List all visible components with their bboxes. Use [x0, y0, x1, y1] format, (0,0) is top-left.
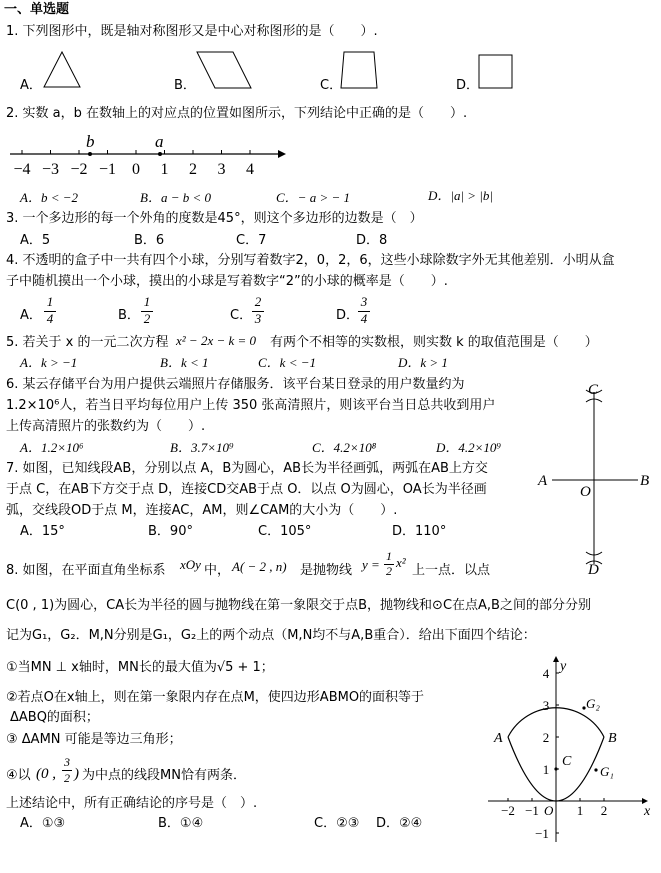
- q8-x-tick-label: −1: [525, 803, 539, 818]
- q8-conclusion-3: ③ ΔAMN 可能是等边三角形；: [6, 732, 182, 747]
- q8-stem-1d: 上一点．以点: [412, 563, 491, 578]
- q8-option-c: C．②③: [314, 816, 360, 831]
- q4-option-c-letter: C．: [230, 308, 253, 323]
- q1-option-a: A．: [20, 78, 42, 93]
- q8-fig-label-a: A: [494, 731, 503, 746]
- q8-conclusion-4-point-a: (0 ,: [36, 766, 56, 782]
- q8-parabola-lhs: y =: [362, 557, 380, 572]
- q1-parallelogram-shape: [195, 50, 253, 92]
- q8-y-tick-label: 3: [542, 698, 550, 713]
- q8-fig-label-g2: G₂: [586, 696, 600, 711]
- q7-option-b: B．90°: [148, 524, 193, 539]
- q7-label-o: O: [580, 484, 591, 500]
- q8-conclusion-1: ①当MN ⊥ x轴时，MN长的最大值为√5 + 1；: [6, 660, 274, 675]
- q8-stem-line3: 记为G₁，G₂．M,N分别是G₁，G₂上的两个动点（M,N均不与A,B重合）．给出下面四个结论：: [6, 628, 536, 643]
- q6-option-b: B．3.7×10⁹: [170, 440, 234, 455]
- q1-stem: 1. 下列图形中，既是轴对称图形又是中心对称图形的是（ ）.: [6, 24, 378, 39]
- q8-y-tick-label: 4: [542, 666, 550, 681]
- q8-parabola-den: 2: [386, 564, 392, 578]
- q4-option-a-num: 1: [46, 294, 54, 309]
- q5-stem-a: 5. 若关于 x 的一元二次方程: [6, 335, 169, 350]
- q4-option-b-num: 1: [143, 294, 151, 309]
- q2-number-line: [0, 128, 290, 180]
- q8-y-tick-label: 1: [542, 762, 550, 777]
- q2-tick-label: 3: [217, 161, 226, 178]
- q8-parabola-num: 1: [386, 549, 392, 563]
- q2-tick-label: −2: [70, 161, 88, 178]
- q8-stem-1b: 中，: [204, 563, 231, 578]
- q8-stem-1a: 8. 如图，在平面直角坐标系: [6, 563, 166, 578]
- q8-conclusion-4-point-b: ): [74, 766, 79, 782]
- q8-conclusion-4-den: 2: [64, 771, 70, 785]
- q4-option-d-den: 4: [360, 311, 368, 326]
- q7-label-c: C: [588, 382, 599, 398]
- q4-option-d-num: 3: [360, 294, 368, 309]
- q4-option-a-den: 4: [46, 311, 54, 326]
- q7-stem-line1: 7. 如图，已知线段AB，分别以点 A，B为圆心，AB长为半径画弧，两弧在AB上方交: [6, 461, 488, 476]
- q8-fig-label-g1: G₁: [600, 764, 614, 779]
- q6-stem-line1: 6. 某云存储平台为用户提供云端照片存储服务．该平台某日登录的用户数量约为: [6, 377, 465, 392]
- q5-option-c: C．k < −1: [258, 355, 316, 370]
- q8-xoy: xOy: [180, 557, 201, 572]
- q7-label-b: B: [640, 473, 650, 489]
- q8-fig-origin: O: [544, 803, 554, 818]
- q8-conclusion-2-line1: ②若点O在x轴上，则在第一象限内存在点M，使四边形ABMO的面积等于: [6, 690, 425, 705]
- q8-option-b: B．①④: [158, 816, 204, 831]
- q7-figure: [534, 384, 659, 576]
- q8-option-a: A．①③: [20, 816, 66, 831]
- q2-tick-label: −1: [98, 161, 117, 178]
- q8-conclusion-4-a: ④以: [6, 768, 31, 783]
- q3-option-c: C．7: [236, 233, 267, 248]
- q8-y-tick-label: 2: [542, 730, 550, 745]
- q8-option-d: D．②④: [376, 816, 423, 831]
- q8-ask: 上述结论中，所有正确结论的序号是（ ）.: [6, 796, 258, 811]
- q2-label-a: a: [155, 132, 164, 151]
- q1-option-c: C．: [320, 78, 343, 93]
- q1-option-d: D．: [456, 78, 480, 93]
- q7-option-d: D．110°: [392, 524, 447, 539]
- q7-option-c: C．105°: [258, 524, 312, 539]
- q6-option-c: C．4.2×10⁸: [312, 440, 377, 455]
- q5-stem-b: 有两个不相等的实数根，则实数 k 的取值范围是（ ）: [270, 335, 598, 350]
- q1-trapezoid-shape: [340, 50, 380, 92]
- q3-option-b: B．6: [134, 233, 165, 248]
- q5-equation: x² − 2x − k = 0: [176, 333, 257, 348]
- q4-option-d-letter: D．: [336, 308, 360, 323]
- q7-stem-line3: 弧，交线段OD于点 M，连接AC，AM，则∠CAM的大小为（ ）.: [6, 503, 398, 518]
- q8-fig-label-b: B: [608, 731, 617, 746]
- q8-stem-1c: 是抛物线: [300, 563, 353, 578]
- q2-tick-label: −3: [41, 161, 60, 178]
- q1-triangle-shape: [42, 50, 82, 90]
- q1-square-shape: [478, 54, 514, 90]
- q2-tick-label: 4: [246, 161, 254, 178]
- q8-y-tick-label: −1: [535, 826, 549, 841]
- q2-option-b: B．a − b < 0: [140, 190, 211, 205]
- q4-option-c-num: 2: [254, 294, 262, 309]
- q8-conclusion-2-line2: ΔABQ的面积；: [10, 710, 99, 725]
- q8-stem-line2: C(0 , 1)为圆心，CA长为半径的圆与抛物线在第一象限交于点B，抛物线和⊙C在点A,B之间的部分分别: [6, 598, 591, 613]
- q3-stem: 3. 一个多边形的每一个外角的度数是45°，则这个多边形的边数是（ ）: [6, 211, 423, 226]
- q7-option-a: A．15°: [20, 524, 65, 539]
- q6-stem-line3: 上传高清照片的张数约为（ ）.: [6, 419, 206, 434]
- q8-point-a: A( − 2 , n): [232, 559, 287, 574]
- q8-fig-label-c: C: [562, 754, 572, 769]
- q2-option-c: C．− a > − 1: [276, 190, 350, 205]
- q8-coordinate-figure: [484, 650, 658, 850]
- q5-option-b: B．k < 1: [160, 355, 209, 370]
- q2-tick-label: 0: [132, 161, 140, 178]
- q8-fig-y-label: y: [560, 659, 567, 674]
- q8-conclusion-4-num: 3: [64, 755, 70, 769]
- q8-x-tick-label: −2: [501, 803, 515, 818]
- q6-option-a: A．1.2×10⁶: [20, 440, 84, 455]
- q2-label-b: b: [86, 132, 95, 151]
- q6-option-d: D．4.2×10⁹: [436, 440, 501, 455]
- q3-option-d: D．8: [356, 233, 388, 248]
- q7-label-d: D: [588, 562, 599, 578]
- q2-tick-label: −4: [13, 161, 31, 178]
- q4-option-b-den: 2: [143, 311, 151, 326]
- q6-stem-line2: 1.2×10⁶人，若当日平均每位用户上传 350 张高清照片，则该平台当日总共收到用户: [6, 398, 496, 413]
- q8-fig-x-label: x: [644, 804, 651, 819]
- q2-tick-label: 1: [160, 161, 169, 178]
- q4-option-a-letter: A．: [20, 308, 42, 323]
- q7-stem-line2: 于点 C，在AB下方交于点 D，连接CD交AB于点 O．以点 O为圆心，OA长为半径画: [6, 482, 487, 497]
- q2-option-a: A．b < −2: [20, 190, 78, 205]
- q2-option-d: D．|a| > |b|: [428, 188, 493, 203]
- q4-option-c-den: 3: [254, 311, 262, 326]
- q8-x-tick-label: 2: [600, 803, 608, 818]
- q4-stem-line2: 子中随机摸出一个小球，摸出的小球是写着数字“2”的小球的概率是（ ）.: [6, 274, 448, 289]
- q3-option-a: A．5: [20, 233, 51, 248]
- q2-stem: 2. 实数 a，b 在数轴上的对应点的位置如图所示，下列结论中正确的是（ ）.: [6, 106, 468, 121]
- q1-option-b: B．: [174, 78, 196, 93]
- q5-option-a: A．k > −1: [20, 355, 78, 370]
- q5-option-d: D．k > 1: [398, 355, 448, 370]
- q4-option-b-letter: B．: [118, 308, 140, 323]
- section-title: 一、单选题: [4, 2, 70, 17]
- q8-parabola-x: x²: [396, 555, 406, 570]
- q8-x-tick-label: 1: [576, 803, 584, 818]
- q2-tick-label: 2: [189, 161, 197, 178]
- q4-stem-line1: 4. 不透明的盒子中一共有四个小球，分别写着数字2，0，2，6，这些小球除数字外无其他差别．小明从盒: [6, 253, 615, 268]
- q7-label-a: A: [538, 473, 548, 489]
- q8-conclusion-4-b: 为中点的线段MN恰有两条．: [82, 768, 246, 783]
